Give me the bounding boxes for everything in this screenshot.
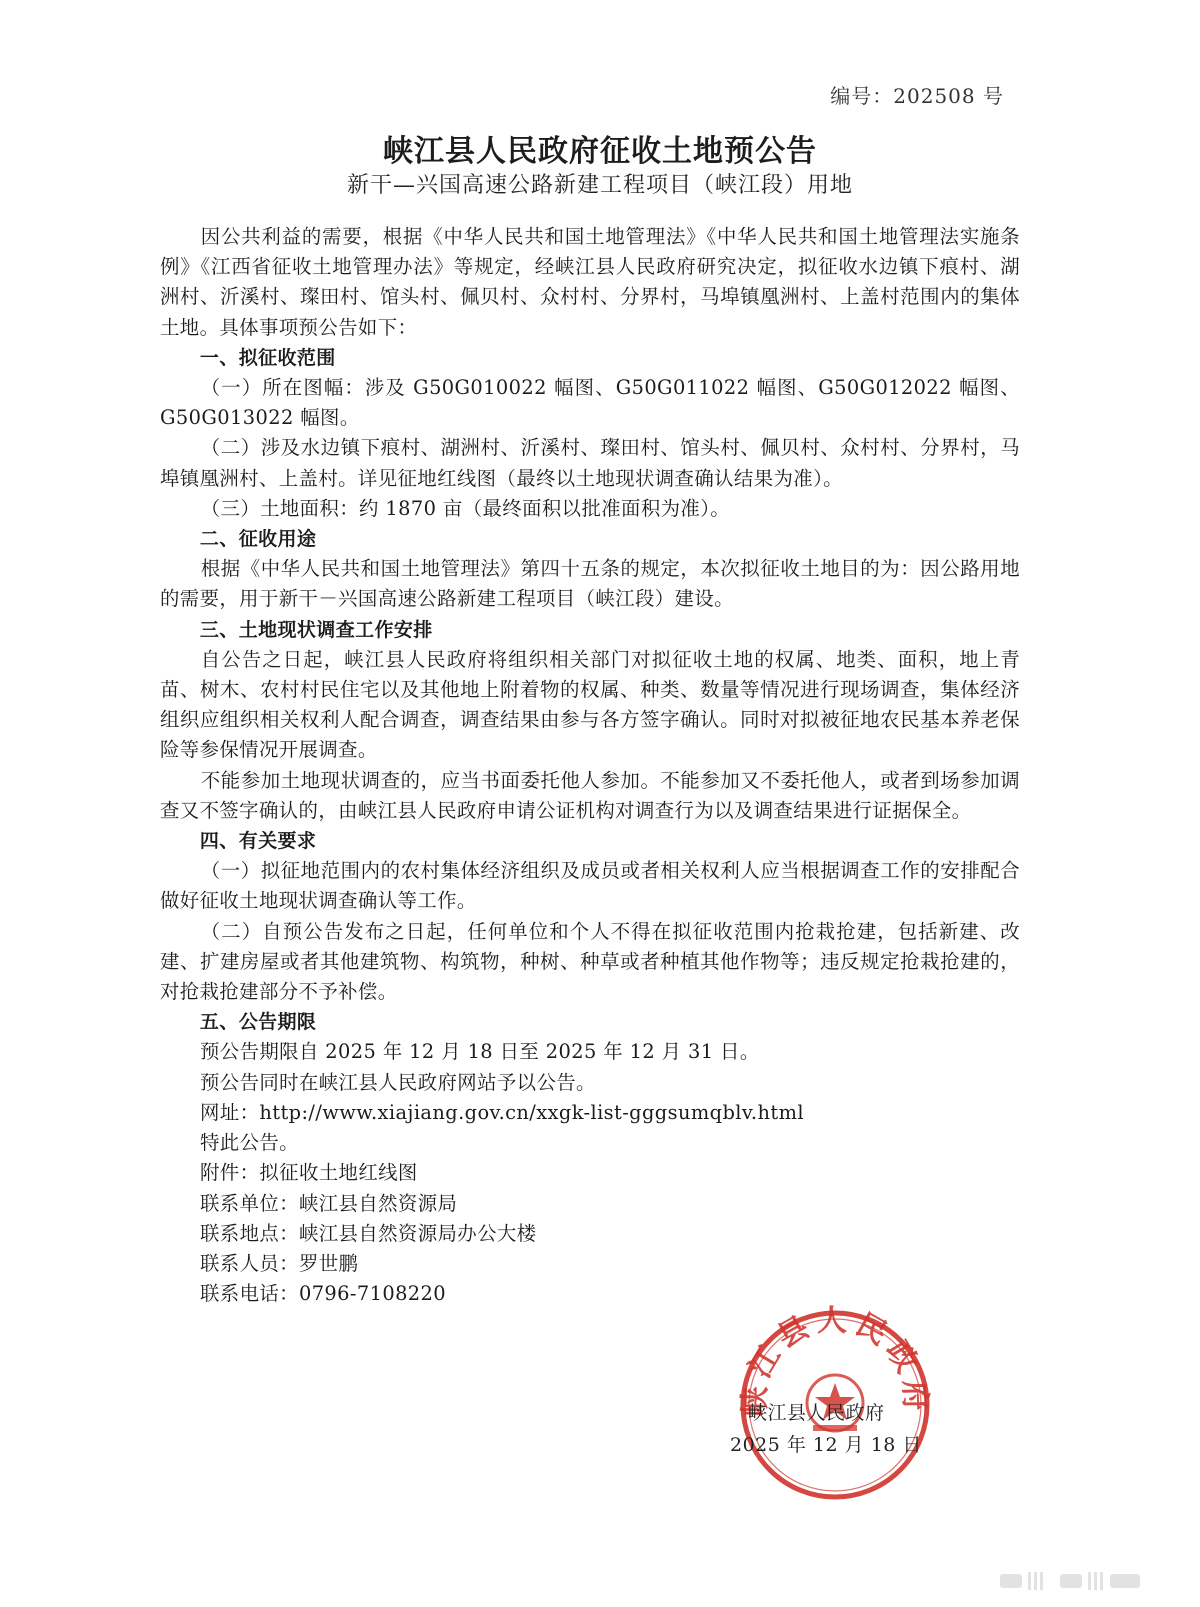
document-title: 峡江县人民政府征收土地预公告 <box>383 134 817 169</box>
contact-unit-line: 联系单位：峡江县自然资源局 <box>200 1191 458 1215</box>
purpose-paragraph: 根据《中华人民共和国土地管理法》第四十五条的规定，本次拟征收土地目的为：因公路用地的需要，用于新干－兴国高速公路新建工程项目（峡江段）建设。 <box>160 557 1020 611</box>
intro-paragraph: 因公共利益的需要，根据《中华人民共和国土地管理法》《中华人民共和国土地管理法实施条例》《江西省征收土地管理办法》等规定，经峡江县人民政府研究决定，拟征收水边镇下痕村、湖洲村、沂溪村、璨田村、馆头村、佩贝村、众村村、分界村，马埠镇凰洲村、上盖村范围内的集体土地。具体事项预公告如下： <box>160 225 1020 339</box>
attachment-line: 附件：拟征收土地红线图 <box>200 1161 418 1185</box>
document-body <box>160 222 1020 1309</box>
requirements-paragraph-2: （二）自预公告发布之日起，任何单位和个人不得在拟征收范围内抢栽抢建，包括新建、改建、扩建房屋或者其他建筑物、构筑物，种树、种草或者种植其他作物等；违反规定抢栽抢建的，对抢栽抢建部分不予补偿。 <box>160 919 1020 1004</box>
contact-phone-line: 联系电话：0796-7108220 <box>200 1282 447 1306</box>
section-heading-purpose: 二、征收用途 <box>199 528 317 551</box>
scope-map-sheets: （一）所在图幅：涉及 G50G010022 幅图、G50G011022 幅图、G50G012022 幅图、G50G013022 幅图。 <box>160 376 1020 430</box>
seal-text: 峡江县人民政府 <box>737 1305 933 1417</box>
survey-paragraph-1: 自公告之日起，峡江县人民政府将组织相关部门对拟征收土地的权属、地类、面积，地上青苗、树木、农村村民住宅以及其他地上附着物的权属、种类、数量等情况进行现场调查，集体经济组织应组织相关权利人配合调查，调查结果由参与各方签字确认。同时对拟被征地农民基本养老保险等参保情况开展调查。 <box>160 647 1020 762</box>
closing-line: 特此公告。 <box>200 1131 299 1155</box>
section-heading-period: 五、公告期限 <box>199 1011 317 1034</box>
issue-date: 2025 年 12 月 18 日 <box>730 1434 922 1456</box>
survey-paragraph-2: 不能参加土地现状调查的，应当书面委托他人参加。不能参加又不委托他人，或者到场参加调查又不签字确认的，由峡江县人民政府申请公证机构对调查行为以及调查结果进行证据保全。 <box>160 768 1020 822</box>
document-subtitle: 新干—兴国高速公路新建工程项目（峡江段）用地 <box>346 173 853 198</box>
document-number: 编号：202508 号 <box>830 84 1004 108</box>
issuer-name: 峡江县人民政府 <box>748 1402 885 1424</box>
scope-villages: （二）涉及水边镇下痕村、湖洲村、沂溪村、璨田村、馆头村、佩贝村、众村村、分界村，马埠镇凰洲村、上盖村。详见征地红线图（最终以土地现状调查确认结果为准）。 <box>160 436 1020 490</box>
watermark-icon <box>1000 1568 1150 1594</box>
section-heading-requirements: 四、有关要求 <box>199 830 317 853</box>
contact-address-line: 联系地点：峡江县自然资源局办公大楼 <box>200 1221 537 1245</box>
website-url-line: 网址：http://www.xiajiang.gov.cn/xxgk-list-gggsumqblv.html <box>200 1100 804 1124</box>
section-heading-scope: 一、拟征收范围 <box>199 346 336 369</box>
scope-area: （三）土地面积：约 1870 亩（最终面积以批准面积为准）。 <box>200 496 731 520</box>
requirements-paragraph-1: （一）拟征地范围内的农村集体经济组织及成员或者相关权利人应当根据调查工作的安排配合做好征收土地现状调查确认等工作。 <box>160 859 1020 913</box>
period-line: 预公告期限自 2025 年 12 月 18 日至 2025 年 12 月 31 日。 <box>200 1040 760 1064</box>
section-heading-survey: 三、土地现状调查工作安排 <box>199 618 433 641</box>
website-notice-line: 预公告同时在峡江县人民政府网站予以公告。 <box>200 1070 596 1094</box>
contact-person-line: 联系人员：罗世鹏 <box>200 1251 359 1275</box>
